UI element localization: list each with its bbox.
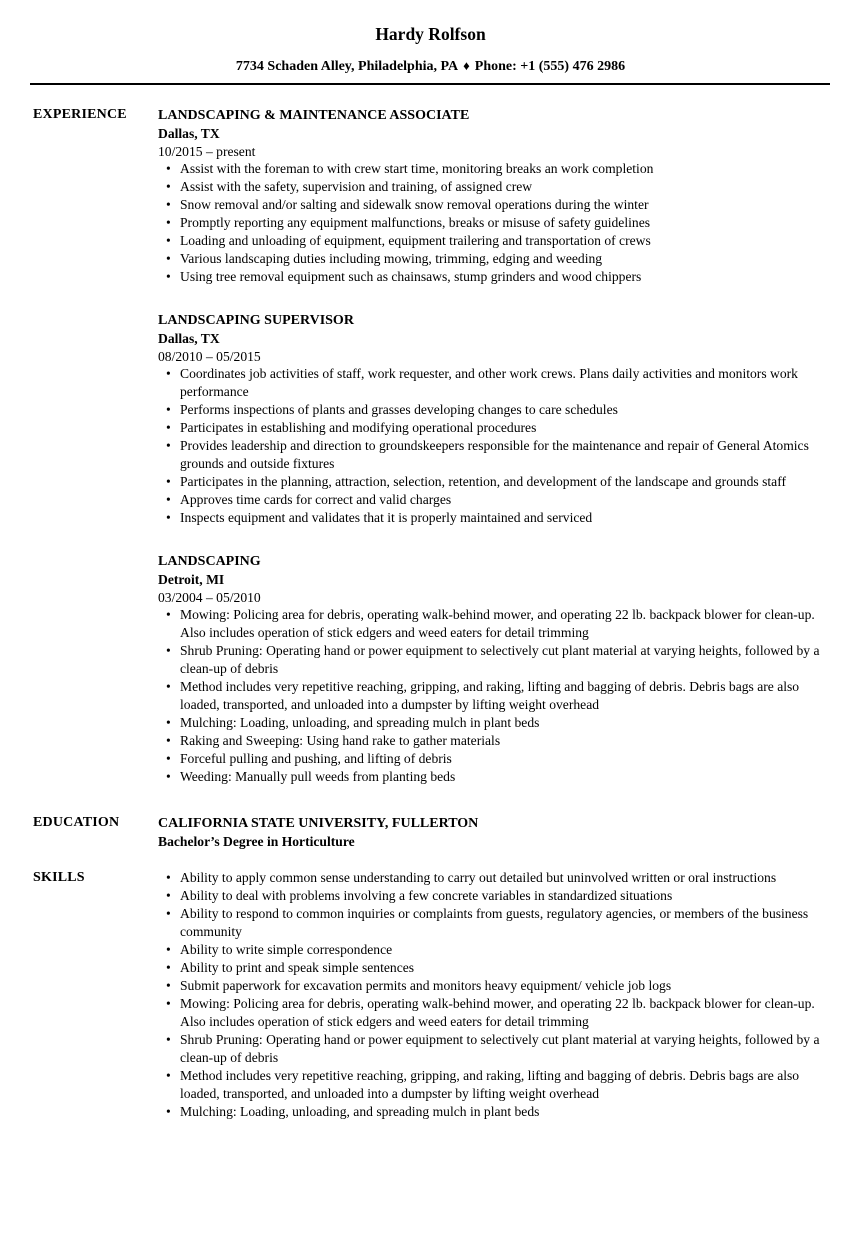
bullet-item: • Various landscaping duties including mowing, trimming, edging and weeding xyxy=(166,250,828,268)
bullet-item: • Ability to deal with problems involving a few concrete variables in standardized situations xyxy=(166,887,828,905)
bullet-item: • Promptly reporting any equipment malfunctions, breaks or misuse of safety guidelines xyxy=(166,214,828,232)
experience-section xyxy=(33,106,828,786)
experience-section-label: EXPERIENCE xyxy=(33,107,127,122)
bullet-item: • Using tree removal equipment such as chainsaws, stump grinders and wood chippers xyxy=(166,268,828,286)
bullet-item: • Mulching: Loading, unloading, and spreading mulch in plant beds xyxy=(166,714,828,732)
contact-line xyxy=(33,57,828,75)
bullet-item: • Loading and unloading of equipment, equipment trailering and transportation of crews xyxy=(166,232,828,250)
bullet-item: • Assist with the foreman to with crew start time, monitoring breaks an work completion xyxy=(166,160,828,178)
degree-name: Bachelor’s Degree in Horticulture xyxy=(158,834,355,849)
job-dates: 08/2010 – 05/2015 xyxy=(158,349,261,364)
bullet-item: • Provides leadership and direction to groundskeepers responsible for the maintenance and repair of General Atomics grounds and outside fixtures xyxy=(166,437,828,473)
skills-content xyxy=(158,869,828,1121)
bullet-item: • Method includes very repetitive reaching, gripping, and raking, lifting and bagging of debris. Debris bags are also loaded, transported, and unloaded into a dumpster by lifting weight overhead xyxy=(166,1067,828,1103)
contact-address: 7734 Schaden Alley, Philadelphia, PA xyxy=(235,59,459,74)
job-dates: 03/2004 – 05/2010 xyxy=(158,590,261,605)
bullet-item: • Shrub Pruning: Operating hand or power equipment to selectively cut plant material at varying heights, followed by a clean-up of debris xyxy=(166,1031,828,1067)
job-location: Dallas, TX xyxy=(158,126,220,141)
contact-phone: Phone: +1 (555) 476 2986 xyxy=(474,59,626,74)
job-bullet-list xyxy=(158,365,828,527)
bullet-item: • Coordinates job activities of staff, work requester, and other work crews. Plans daily activities and monitors work performance xyxy=(166,365,828,401)
bullet-item: • Forceful pulling and pushing, and lifting of debris xyxy=(166,750,828,768)
job-bullet-list xyxy=(158,606,828,786)
skills-section xyxy=(33,869,828,1121)
education-section-label: EDUCATION xyxy=(33,815,120,830)
job-location: Dallas, TX xyxy=(158,331,220,346)
bullet-item: • Ability to write simple correspondence xyxy=(166,941,828,959)
resume-header xyxy=(33,24,828,85)
bullet-item: • Shrub Pruning: Operating hand or power equipment to selectively cut plant material at varying heights, followed by a clean-up of debris xyxy=(166,642,828,678)
bullet-item: • Submit paperwork for excavation permits and monitors heavy equipment/ vehicle job logs xyxy=(166,977,828,995)
education-content xyxy=(158,814,828,851)
bullet-item: • Ability to print and speak simple sentences xyxy=(166,959,828,977)
job-title: LANDSCAPING xyxy=(158,554,261,569)
job-dates: 10/2015 – present xyxy=(158,144,256,159)
candidate-name: Hardy Rolfson xyxy=(375,24,486,44)
job-bullet-list xyxy=(158,160,828,286)
bullet-item: • Assist with the safety, supervision and training, of assigned crew xyxy=(166,178,828,196)
bullet-item: • Mowing: Policing area for debris, operating walk-behind mower, and operating 22 lb. backpack blower for clean-up. Also includes operation of stick edgers and weed eaters for detail trimming xyxy=(166,606,828,642)
bullet-item: • Ability to apply common sense understanding to carry out detailed but uninvolved written or oral instructions xyxy=(166,869,828,887)
bullet-item: • Participates in establishing and modifying operational procedures xyxy=(166,419,828,437)
job-title: LANDSCAPING SUPERVISOR xyxy=(158,313,354,328)
job-title: LANDSCAPING & MAINTENANCE ASSOCIATE xyxy=(158,108,470,123)
bullet-item: • Mulching: Loading, unloading, and spreading mulch in plant beds xyxy=(166,1103,828,1121)
school-name: CALIFORNIA STATE UNIVERSITY, FULLERTON xyxy=(158,816,479,831)
experience-content xyxy=(158,106,828,786)
bullet-item: • Method includes very repetitive reaching, gripping, and raking, lifting and bagging of debris. Debris bags are also loaded, transported, and unloaded into a dumpster by lifting weight overhead xyxy=(166,678,828,714)
header-divider xyxy=(30,83,830,85)
job-entry-landscaping-maintenance-associate xyxy=(158,106,828,286)
bullet-item: • Raking and Sweeping: Using hand rake to gather materials xyxy=(166,732,828,750)
bullet-item: • Snow removal and/or salting and sidewalk snow removal operations during the winter xyxy=(166,196,828,214)
bullet-item: • Weeding: Manually pull weeds from planting beds xyxy=(166,768,828,786)
bullet-item: • Mowing: Policing area for debris, operating walk-behind mower, and operating 22 lb. backpack blower for clean-up. Also includes operation of stick edgers and weed eaters for detail trimming xyxy=(166,995,828,1031)
diamond-separator-icon: ♦ xyxy=(463,58,470,73)
job-location: Detroit, MI xyxy=(158,572,225,587)
skills-bullet-list xyxy=(158,869,828,1121)
bullet-item: • Performs inspections of plants and grasses developing changes to care schedules xyxy=(166,401,828,419)
bullet-item: • Approves time cards for correct and valid charges xyxy=(166,491,828,509)
job-entry-landscaping-supervisor xyxy=(158,311,828,527)
bullet-item: • Participates in the planning, attraction, selection, retention, and development of the landscape and grounds staff xyxy=(166,473,828,491)
bullet-item: • Inspects equipment and validates that it is properly maintained and serviced xyxy=(166,509,828,527)
job-entry-landscaping xyxy=(158,552,828,786)
education-section xyxy=(33,814,828,851)
bullet-item: • Ability to respond to common inquiries or complaints from guests, regulatory agencies, or members of the business community xyxy=(166,905,828,941)
skills-section-label: SKILLS xyxy=(33,870,85,885)
